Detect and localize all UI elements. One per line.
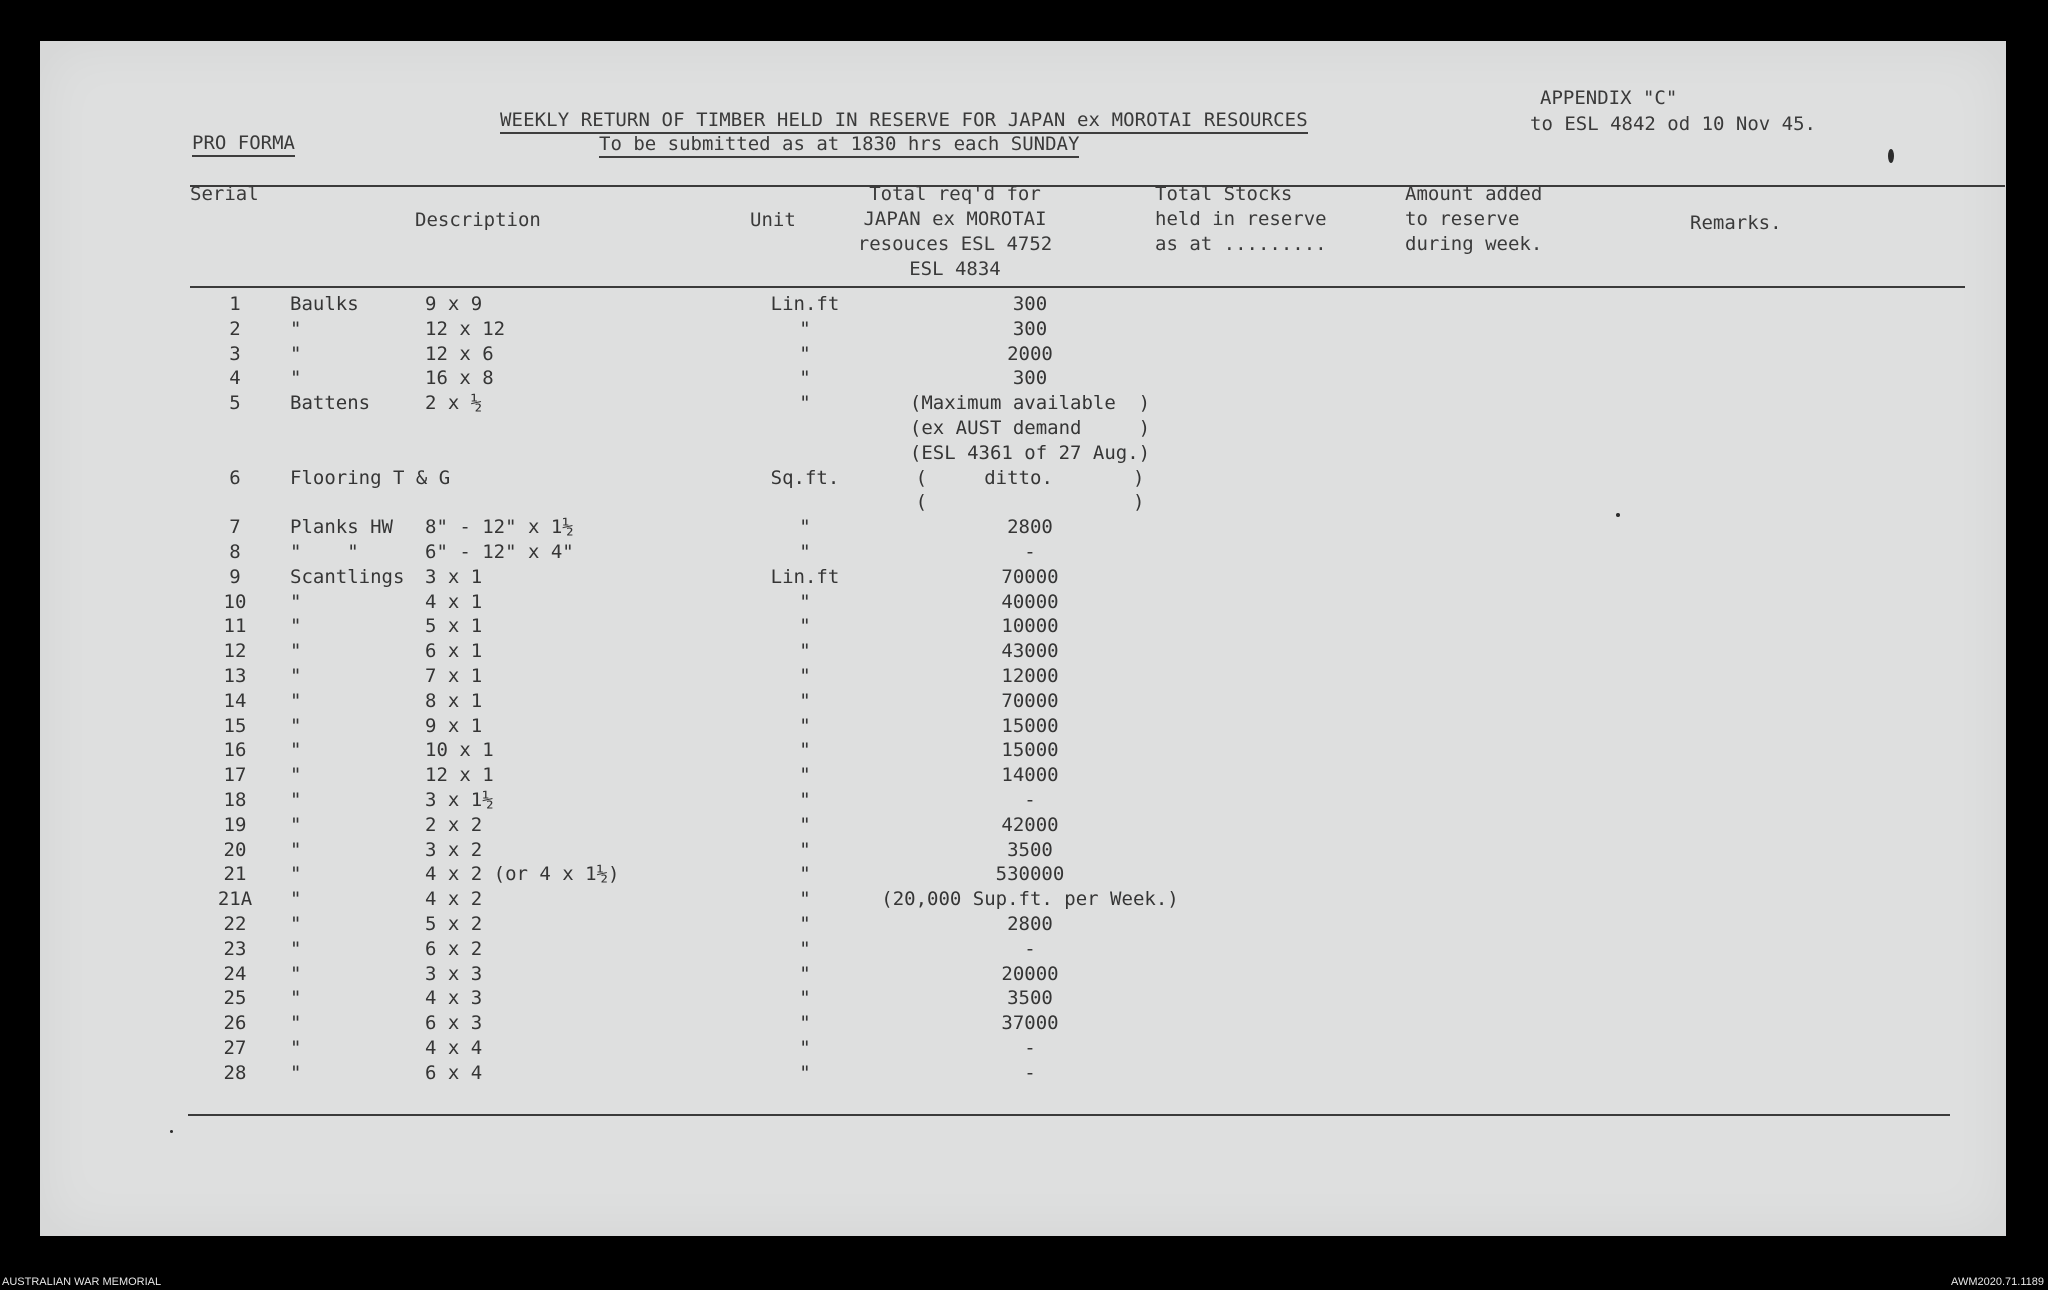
unit-cell: ": [799, 367, 811, 390]
table-row: [40, 714, 2000, 739]
description-cell: Battens: [290, 392, 371, 415]
size-cell: 12 x 1: [425, 764, 494, 787]
serial-cell: 11: [223, 615, 247, 638]
serial-cell: 15: [223, 714, 247, 737]
ink-speck: [1888, 149, 1894, 163]
unit-cell: ": [799, 689, 811, 712]
total-required-cell: 10000: [1001, 615, 1059, 638]
table-row: [40, 738, 2000, 763]
total-required-cell: 15000: [1001, 739, 1059, 762]
document-page: [40, 41, 2006, 1236]
total-required-cell: 42000: [1001, 813, 1059, 836]
document-title: WEEKLY RETURN OF TIMBER HELD IN RESERVE FOR JAPAN ex MOROTAI RESOURCES: [500, 111, 1308, 134]
size-cell: 6 x 3: [425, 1012, 483, 1035]
total-required-cell: 20000: [1001, 962, 1059, 985]
added-header-line: to reserve: [1405, 208, 1520, 230]
total-header-line: Total req'd for: [869, 183, 1041, 205]
total-required-cell: 300: [1012, 317, 1048, 340]
total-required-cell: (Maximum available ): [909, 392, 1151, 415]
description-cell: ": [290, 689, 302, 712]
unit-cell: ": [799, 888, 811, 911]
size-cell: 5 x 1: [425, 615, 483, 638]
size-cell: 3 x 1: [425, 565, 483, 588]
total-required-cell: 70000: [1001, 689, 1059, 712]
size-cell: 16 x 8: [425, 367, 494, 390]
description-cell: ": [290, 739, 302, 762]
serial-cell: 5: [229, 392, 241, 415]
table-row: [40, 540, 2000, 565]
serial-cell: 7: [229, 516, 241, 539]
serial-cell: 23: [223, 937, 247, 960]
description-cell: ": [290, 1037, 302, 1059]
total-required-cell: (20,000 Sup.ft. per Week.): [881, 888, 1179, 911]
description-cell: ": [290, 937, 302, 960]
serial-cell: 17: [223, 764, 247, 787]
total-required-cell: -: [1024, 789, 1036, 811]
unit-cell: ": [799, 516, 811, 539]
total-required-cell: (ex AUST demand ): [909, 417, 1151, 439]
total-required-cell: ( ): [915, 491, 1145, 514]
amount-added-header: [1405, 182, 1542, 257]
total-required-cell: -: [1024, 541, 1036, 563]
serial-cell: 20: [223, 838, 247, 861]
description-cell: ": [290, 888, 302, 911]
description-cell: ": [290, 665, 302, 687]
size-cell: 3 x 1½: [425, 789, 494, 811]
total-required-cell: 43000: [1001, 640, 1059, 663]
size-cell: 7 x 1: [425, 665, 483, 687]
unit-cell: ": [799, 392, 811, 415]
total-required-cell: 300: [1012, 293, 1048, 315]
description-cell: ": [290, 317, 302, 340]
unit-cell: ": [799, 987, 811, 1010]
size-cell: 12 x 12: [425, 317, 506, 340]
table-row: [40, 813, 2000, 838]
table-row: [40, 862, 2000, 887]
serial-cell: 21: [223, 863, 247, 886]
size-cell: 3 x 3: [425, 962, 483, 985]
serial-cell: 21A: [217, 888, 253, 911]
total-stocks-header: [1155, 182, 1327, 257]
unit-cell: ": [799, 1037, 811, 1059]
table-row: [40, 937, 2000, 962]
unit-cell: Lin.ft: [770, 565, 840, 588]
total-required-cell: (ESL 4361 of 27 Aug.): [909, 441, 1151, 464]
unit-cell: ": [799, 665, 811, 687]
appendix-reference: to ESL 4842 od 10 Nov 45.: [1530, 113, 1816, 135]
table-row: [40, 689, 2000, 714]
description-cell: ": [290, 863, 302, 886]
ink-speck: [1616, 513, 1620, 517]
serial-cell: 24: [223, 962, 247, 985]
size-cell: 3 x 2: [425, 838, 483, 861]
total-required-cell: 2000: [1007, 342, 1053, 365]
unit-cell: ": [799, 640, 811, 663]
pro-forma-label: PRO FORMA: [192, 134, 295, 157]
total-required-header: [830, 182, 1080, 282]
serial-cell: 9: [229, 565, 241, 588]
serial-cell: 13: [223, 665, 247, 687]
description-cell: ": [290, 764, 302, 787]
table-row: [40, 441, 2000, 466]
size-cell: 6 x 1: [425, 640, 483, 663]
header-top-rule: [190, 185, 2005, 187]
total-required-cell: 40000: [1001, 590, 1059, 613]
size-cell: 4 x 2: [425, 888, 483, 911]
size-cell: 2 x 2: [425, 813, 483, 836]
description-cell: ": [290, 962, 302, 985]
unit-cell: ": [799, 739, 811, 762]
unit-cell: ": [799, 813, 811, 836]
table-bottom-rule: [188, 1114, 1950, 1116]
size-cell: 8" - 12" x 1½: [425, 516, 574, 539]
unit-cell: ": [799, 863, 811, 886]
description-cell: Planks HW: [290, 516, 393, 539]
unit-header: Unit: [750, 209, 796, 231]
table-row: [40, 590, 2000, 615]
table-row: [40, 317, 2000, 342]
table-row: [40, 887, 2000, 912]
unit-cell: ": [799, 1012, 811, 1035]
serial-cell: 19: [223, 813, 247, 836]
unit-cell: ": [799, 317, 811, 340]
description-cell: ": [290, 1012, 302, 1035]
stocks-header-line: held in reserve: [1155, 208, 1327, 230]
size-cell: 8 x 1: [425, 689, 483, 712]
size-cell: 6" - 12" x 4": [425, 541, 574, 563]
unit-cell: ": [799, 615, 811, 638]
size-cell: 4 x 2 (or 4 x 1½): [425, 863, 620, 886]
total-required-cell: -: [1024, 1037, 1036, 1059]
description-cell: ": [290, 838, 302, 861]
unit-cell: ": [799, 789, 811, 811]
stocks-header-line: as at .........: [1155, 233, 1327, 255]
size-cell: 2 x ½: [425, 392, 483, 415]
serial-cell: 1: [229, 293, 241, 315]
description-cell: ": [290, 590, 302, 613]
total-required-cell: 3500: [1007, 838, 1053, 861]
total-header-line: ESL 4834: [909, 258, 1001, 280]
table-row: [40, 912, 2000, 937]
description-cell: ": [290, 1061, 302, 1084]
description-cell: " ": [290, 541, 359, 563]
serial-cell: 26: [223, 1012, 247, 1035]
table-row: [40, 366, 2000, 391]
table-row: [40, 515, 2000, 540]
table-row: [40, 838, 2000, 863]
total-required-cell: 300: [1012, 367, 1048, 390]
size-cell: 5 x 2: [425, 913, 483, 935]
total-required-cell: 12000: [1001, 665, 1059, 687]
serial-header: Serial: [190, 183, 259, 205]
table-row: [40, 565, 2000, 590]
table-row: [40, 763, 2000, 788]
size-cell: 9 x 1: [425, 714, 483, 737]
unit-cell: ": [799, 541, 811, 563]
description-cell: ": [290, 913, 302, 935]
table-row: [40, 342, 2000, 367]
added-header-line: during week.: [1405, 233, 1543, 255]
serial-cell: 27: [223, 1037, 247, 1059]
serial-cell: 4: [229, 367, 241, 390]
footer-institution: AUSTRALIAN WAR MEMORIAL: [2, 1276, 162, 1288]
serial-cell: 3: [229, 342, 241, 365]
unit-cell: Sq.ft.: [770, 466, 840, 489]
table-row: [40, 664, 2000, 689]
description-cell: ": [290, 987, 302, 1010]
total-required-cell: 530000: [995, 863, 1065, 886]
description-cell: Scantlings: [290, 565, 405, 588]
size-cell: 12 x 6: [425, 342, 494, 365]
unit-cell: ": [799, 937, 811, 960]
serial-cell: 10: [223, 590, 247, 613]
total-required-cell: ( ditto. ): [915, 466, 1145, 489]
total-required-cell: 70000: [1001, 565, 1059, 588]
unit-cell: ": [799, 764, 811, 787]
table-row: [40, 490, 2000, 515]
unit-cell: ": [799, 342, 811, 365]
unit-cell: ": [799, 838, 811, 861]
unit-cell: ": [799, 590, 811, 613]
size-cell: 4 x 3: [425, 987, 483, 1010]
serial-cell: 12: [223, 640, 247, 663]
description-cell: ": [290, 367, 302, 390]
total-required-cell: -: [1024, 937, 1036, 960]
unit-cell: ": [799, 714, 811, 737]
total-required-cell: 15000: [1001, 714, 1059, 737]
table-row: [40, 1036, 2000, 1061]
table-row: [40, 614, 2000, 639]
serial-cell: 2: [229, 317, 241, 340]
table-row: [40, 391, 2000, 416]
unit-cell: ": [799, 913, 811, 935]
total-required-cell: 37000: [1001, 1012, 1059, 1035]
unit-cell: ": [799, 1061, 811, 1084]
appendix-label: APPENDIX "C": [1540, 87, 1678, 109]
total-header-line: JAPAN ex MOROTAI: [863, 208, 1047, 230]
description-cell: Baulks: [290, 293, 359, 315]
ink-speck: [170, 1130, 173, 1133]
serial-cell: 16: [223, 739, 247, 762]
total-required-cell: 2800: [1007, 516, 1053, 539]
size-cell: 10 x 1: [425, 739, 494, 762]
table-row: [40, 292, 2000, 317]
serial-cell: 6: [229, 466, 241, 489]
table-row: [40, 1011, 2000, 1036]
serial-cell: 22: [223, 913, 247, 935]
unit-cell: ": [799, 962, 811, 985]
stocks-header-line: Total Stocks: [1155, 183, 1293, 205]
total-header-line: resouces ESL 4752: [857, 233, 1053, 255]
table-row: [40, 416, 2000, 441]
size-cell: 6 x 4: [425, 1061, 483, 1084]
description-cell: Flooring T & G: [290, 466, 451, 489]
description-header: Description: [415, 209, 541, 231]
serial-cell: 14: [223, 689, 247, 712]
description-cell: ": [290, 342, 302, 365]
size-cell: 9 x 9: [425, 293, 483, 315]
table-row: [40, 788, 2000, 813]
table-row: [40, 1061, 2000, 1086]
serial-cell: 25: [223, 987, 247, 1010]
unit-cell: Lin.ft: [770, 293, 840, 315]
remarks-header: Remarks.: [1690, 212, 1782, 234]
document-subtitle: To be submitted as at 1830 hrs each SUNDAY: [599, 135, 1079, 158]
footer-accession-number: AWM2020.71.1189: [1951, 1276, 2044, 1288]
header-bottom-rule: [190, 286, 1965, 288]
size-cell: 4 x 4: [425, 1037, 483, 1059]
table-row: [40, 466, 2000, 491]
description-cell: ": [290, 615, 302, 638]
added-header-line: Amount added: [1405, 183, 1543, 205]
serial-cell: 8: [229, 541, 241, 563]
total-required-cell: 3500: [1007, 987, 1053, 1010]
size-cell: 4 x 1: [425, 590, 483, 613]
total-required-cell: 14000: [1001, 764, 1059, 787]
total-required-cell: -: [1024, 1061, 1036, 1084]
table-row: [40, 986, 2000, 1011]
description-cell: ": [290, 789, 302, 811]
serial-cell: 18: [223, 789, 247, 811]
table-row: [40, 639, 2000, 664]
table-row: [40, 962, 2000, 987]
description-cell: ": [290, 714, 302, 737]
size-cell: 6 x 2: [425, 937, 483, 960]
total-required-cell: 2800: [1007, 913, 1053, 935]
description-cell: ": [290, 813, 302, 836]
serial-cell: 28: [223, 1061, 247, 1084]
description-cell: ": [290, 640, 302, 663]
